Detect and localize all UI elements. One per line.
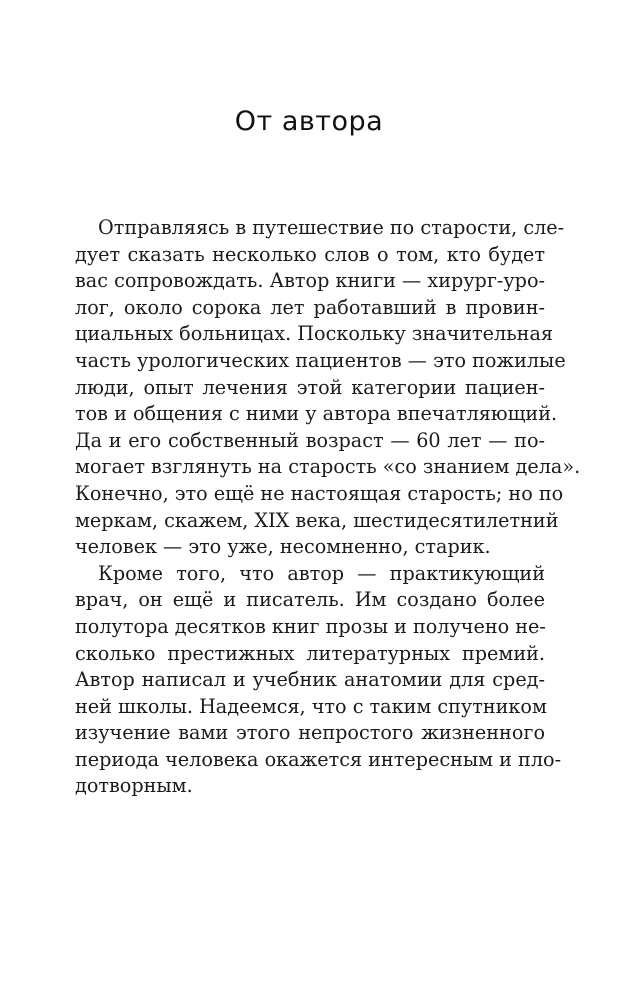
paragraph-2 — [75, 561, 562, 800]
text-line: могает взглянуть на старость «со знанием дела». — [75, 455, 581, 479]
text-line: лог, около сорока лет работавший в провин- — [75, 295, 545, 319]
text-line: Отправляясь в путешествие по старости, сле- — [98, 216, 565, 239]
text-line: Автор написал и учебник анатомии для сред- — [75, 668, 545, 692]
chapter-title: От автора — [234, 106, 384, 137]
text-line: ней школы. Надеемся, что с таким спутником — [75, 694, 547, 718]
text-line: изучение вами этого непростого жизненного — [75, 721, 545, 745]
text-line: полутора десятков книг прозы и получено не- — [75, 614, 546, 638]
text-line: люди, опыт лечения этой категории пациен- — [75, 375, 545, 399]
text-line: часть урологических пациентов — это пожилые — [75, 348, 566, 372]
text-line: Конечно, это ещё не настоящая старость; но по — [75, 481, 564, 505]
text-line: дотворным. — [75, 774, 193, 798]
text-line: дует сказать несколько слов о том, кто будет — [75, 242, 545, 266]
paragraph-1 — [75, 215, 581, 561]
text-line: Кроме того, что автор — практикующий — [98, 561, 545, 585]
chapter-body — [75, 215, 581, 800]
text-line: Да и его собственный возраст — 60 лет — по- — [75, 428, 545, 452]
text-line: тов и общения с ними у автора впечатляющий. — [75, 402, 558, 426]
text-line: сколько престижных литературных премий. — [75, 641, 545, 665]
text-line: человек — это уже, несомненно, старик. — [75, 535, 491, 559]
text-line: врач, он ещё и писатель. Им создано более — [75, 588, 545, 612]
text-line: меркам, скажем, XIX века, шестидесятилетний — [75, 508, 559, 532]
text-line: периода человека окажется интересным и пло- — [75, 747, 562, 771]
text-line: циальных больницах. Поскольку значительная — [75, 322, 553, 346]
text-line: вас сопровождать. Автор книги — хирург-уро- — [75, 269, 545, 293]
